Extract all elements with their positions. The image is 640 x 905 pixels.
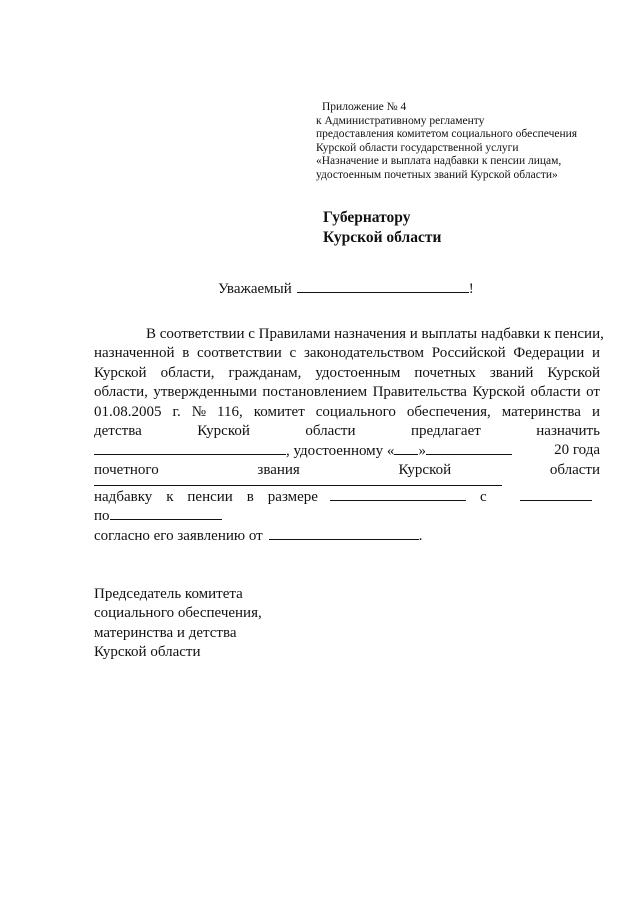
word: области <box>305 423 356 439</box>
word: материнства <box>501 403 581 420</box>
appendix-line: удостоенным почетных званий Курской области» <box>316 168 558 181</box>
word: Курской <box>197 423 250 439</box>
month-field[interactable] <box>426 441 512 455</box>
body-line <box>94 403 600 422</box>
word: размере <box>267 489 318 505</box>
appendix-block <box>316 101 616 182</box>
word: 116, <box>217 403 243 420</box>
body-line: области, утвержденными постановлением Правительства Курской области от <box>94 384 600 401</box>
body-line: Курской области, гражданам, удостоенным почетных званий Курской <box>94 364 600 381</box>
word: обеспечения, <box>406 403 491 420</box>
word: предлагает <box>411 423 481 439</box>
signature-line: Председатель комитета <box>94 586 243 602</box>
body-line: В соответствии с Правилами назначения и выплаты надбавки к пенсии, <box>146 326 604 342</box>
body-line: назначенной в соответствии с законодательством Российской Федерации и <box>94 345 600 362</box>
salutation <box>218 279 474 298</box>
signature-line: материнства и детства <box>94 624 237 641</box>
salutation-end: ! <box>468 281 474 297</box>
end-date-field[interactable] <box>110 506 222 520</box>
addressee-block <box>323 208 441 248</box>
appendix-line: «Назначение и выплата надбавки к пенсии лицам, <box>316 155 562 167</box>
word: почетного <box>94 461 159 478</box>
start-date-field[interactable] <box>520 487 592 501</box>
recipient-name-field[interactable] <box>297 279 469 293</box>
body-line <box>94 422 600 441</box>
body-line <box>94 526 600 545</box>
year-text: 20 года <box>554 442 600 459</box>
appendix-line: к Административному регламенту <box>316 114 485 127</box>
word: звания <box>257 461 300 478</box>
word: комитет <box>253 403 305 420</box>
amount-field[interactable] <box>330 487 466 501</box>
citizen-name-field[interactable] <box>94 441 286 455</box>
word: 01.08.2005 <box>94 403 162 420</box>
salutation-text: Уважаемый <box>218 281 292 297</box>
body-line <box>94 461 600 480</box>
word: к <box>166 489 174 505</box>
word: Курской <box>398 461 452 478</box>
word: г. <box>172 403 181 420</box>
from-label: с <box>480 489 487 505</box>
to-label: по <box>94 508 110 525</box>
quote-close: » <box>418 443 426 460</box>
allowance-phrase <box>94 488 318 507</box>
period: . <box>418 527 423 544</box>
signature-line: Курской области <box>94 644 201 661</box>
addressee-line: Курской области <box>323 229 442 246</box>
awarded-text: , удостоенному « <box>286 443 395 460</box>
appendix-title: Приложение № 4 <box>322 101 407 113</box>
appendix-line: предоставления комитетом социального обеспечения <box>316 128 578 140</box>
body-line <box>94 487 600 506</box>
word: и <box>591 403 600 420</box>
word: назначить <box>536 423 600 439</box>
body-line <box>94 441 600 460</box>
word: области <box>549 461 600 478</box>
signature-line: социального обеспечения, <box>94 605 262 622</box>
word: в <box>246 489 254 505</box>
word: № <box>191 403 207 420</box>
word: социального <box>315 403 396 420</box>
honorary-title-field[interactable] <box>94 485 502 486</box>
application-date-field[interactable] <box>269 526 419 540</box>
appendix-line: Курской области государственной услуги <box>316 141 519 154</box>
day-field[interactable] <box>394 441 418 455</box>
addressee-line: Губернатору <box>323 209 411 226</box>
word: пенсии <box>187 489 233 505</box>
body-line <box>94 506 600 525</box>
word: детства <box>94 423 142 439</box>
signature-block <box>94 585 262 663</box>
word: надбавку <box>94 489 153 505</box>
application-text: согласно его заявлению от <box>94 527 263 544</box>
